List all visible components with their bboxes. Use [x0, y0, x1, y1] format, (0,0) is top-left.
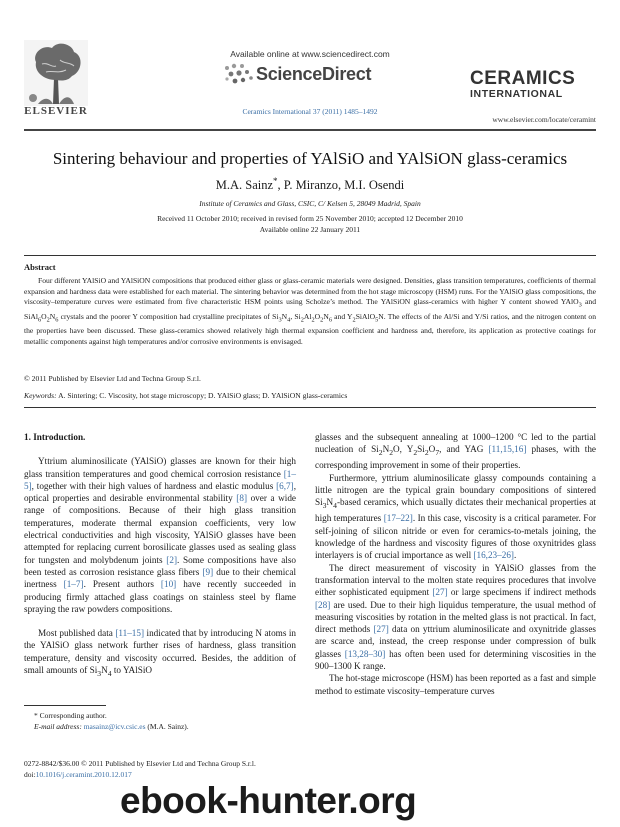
ref-link[interactable]: [6,7] — [276, 480, 294, 491]
sciencedirect-dots-icon — [222, 62, 256, 86]
footnote-divider — [24, 705, 106, 706]
ref-link[interactable]: [16,23–26] — [473, 550, 514, 561]
author-email-link[interactable]: masainz@icv.csic.es — [83, 722, 146, 731]
abstract-heading: Abstract — [24, 262, 56, 272]
doi-line: doi:10.1016/j.ceramint.2010.12.017 — [24, 770, 132, 779]
corresponding-mark[interactable]: * — [273, 176, 278, 186]
title-divider — [24, 255, 596, 256]
email-suffix: (M.A. Sainz). — [145, 722, 189, 731]
author-list — [24, 176, 596, 193]
ref-link[interactable]: [10] — [160, 579, 177, 590]
header-divider — [24, 129, 596, 131]
ref-link[interactable]: [28] — [315, 599, 331, 610]
keywords-line — [24, 391, 347, 400]
author-email-line — [34, 722, 189, 731]
intro-paragraph-5: The hot-stage microscope (HSM) has been reported as a fast and simple method to estimate viscosity–temperature curves — [315, 673, 596, 696]
ref-link[interactable]: [27] — [373, 624, 389, 635]
ref-link[interactable]: [1–5] — [24, 468, 296, 491]
affiliation: Institute of Ceramics and Glass, CSIC, C/ Kelsen 5, 28049 Madrid, Spain — [199, 199, 421, 208]
ref-link[interactable]: [17–22] — [383, 513, 413, 524]
intro-paragraph-4: The direct measurement of viscosity in YAlSiO glasses from the transformation interval to the molten state requires procedures that involve either sophisticated equipment [27] or large specimens if indirect methods [28] are used. Due to their high liquidus temperature, the usual method of measuring viscosities by rotation in the melted glass is not practical. In fact, direct methods [27] data on yttrium aluminosilicate and oxynitride glasses are scarce and, instead, the creep response under compression of bulk glasses [13,28–30] has often been used for determining viscosities in the 900–1300 K range. — [315, 562, 596, 671]
abstract-divider — [24, 407, 596, 408]
available-online-date: Available online 22 January 2011 — [259, 225, 361, 234]
ref-link[interactable]: [13,28–30] — [344, 648, 386, 659]
intro-paragraph-2-continued: glasses and the subsequent annealing at 1000–1200 °C led to the partial nucleation of $Si_2N_2O$, $Y_2Si_2O_7$, and YAG [11,15,16] phases, with the corresponding improvement in some of their properties. — [315, 432, 596, 471]
received-dates: Received 11 October 2010; received in revised form 25 November 2010; accepted 12 December 2010 — [157, 214, 463, 223]
abstract-text: Four different YAlSiO and YAlSiON compositions that produced either glass or glass-ceramic materials were designed. Densities, glass transition temperatures, coefficients of thermal expansion and hardness data were established for each material. The sintering behavior was determined from the hot stage microscopy (HSM) runs. For the YAlSiO glass compositions, the viscosity–temperature curves were estimated from five characteristic HSM points using Scholze’s method. The YAlSiON glass-ceramics with higher Y content showed YAlO$_3$ and $SiAl_6O_2N_6$ crystals and the poorer Y composition had crystalline precipitates of $Si_3N_4$, $Si_2Al_2O_2N_6$ and $Y_2SiAlO_5N$. The effects of the Al/Si and Y/Si ratios, and the nitrogen content on the properties have been discussed. These glass-ceramics showed relatively high thermal expansion coefficient and hardness and, therefore, its application as protective coatings for metallic components against high temperatures and/or corrosive environments is envisaged. — [24, 276, 596, 346]
body-right-column — [315, 431, 596, 697]
ref-link[interactable]: [27] — [432, 587, 448, 598]
keywords-list: A. Sintering; C. Viscosity, hot stage microscopy; D. YAlSiO glass; D. YAlSiON glass-ceramics — [56, 391, 348, 400]
journal-url-link[interactable]: www.elsevier.com/locate/ceramint — [492, 115, 596, 124]
body-left-column — [24, 431, 296, 680]
available-online-notice: Available online at www.sciencedirect.com — [230, 49, 390, 59]
intro-paragraph-2: Most published data [11–15] indicated that by introducing N atoms in the YAlSiO glass network further rises of hardness, glass transition temperature, density and viscosity occurred. Besides, the addition of small amounts of $Si_3N_4$ to YAlSiO — [24, 628, 296, 678]
ref-link[interactable]: [8] — [236, 493, 248, 504]
article-title: Sintering behaviour and properties of YAlSiO and YAlSiON glass-ceramics — [52, 149, 568, 168]
issn-copyright: 0272-8842/$36.00 © 2011 Published by Elsevier Ltd and Techna Group S.r.l. — [24, 759, 256, 768]
author-first: M.A. Sainz — [215, 178, 274, 193]
ref-link[interactable]: [11–15] — [115, 628, 145, 639]
ref-link[interactable]: [11,15,16] — [488, 444, 527, 455]
keywords-label: Keywords: — [24, 391, 57, 400]
ref-link[interactable]: [9] — [202, 566, 214, 577]
ref-link[interactable]: [2] — [166, 554, 178, 565]
author-others: , P. Miranzo, M.I. Osendi — [277, 178, 405, 193]
ref-link[interactable]: [1–7] — [63, 579, 84, 590]
abstract-copyright: © 2011 Published by Elsevier Ltd and Techna Group S.r.l. — [24, 374, 201, 383]
journal-brand-title: CERAMICS — [470, 68, 576, 89]
elsevier-tree-logo — [24, 40, 88, 106]
journal-citation-link[interactable]: Ceramics International 37 (2011) 1485–1492 — [242, 107, 378, 116]
sciencedirect-logo: ScienceDirect — [256, 64, 372, 84]
section-heading-introduction: 1. Introduction. — [24, 432, 86, 442]
intro-paragraph-1: Yttrium aluminosilicate (YAlSiO) glasses are known for their high glass transition temperatures and good chemical corrosion resistance [1–5], together with their high values of hardness and elastic modulus [6,7], optical properties and desirable environmental stability [8] over a wide range of compositions. Because of their high glass transition temperatures, moderate thermal expansion coefficients, very low electrical conductivities and high viscosity, YAlSiO glasses have been attempted for replacing current borosilicate glasses used as sealing glass for tungsten and molybdenum joints [2]. Some compositions have also been tested as corrosion resistance glass fibers [9] due to their chemical inertness [1–7]. Present authors [10] have recently succeeded in producing firmly attached glass coatings on stainless steel by flame spraying the raw powders compositions. — [24, 456, 297, 614]
watermark-text: ebook-hunter.org — [120, 780, 417, 821]
corresponding-author-note: * Corresponding author. — [34, 711, 107, 720]
doi-link[interactable]: 10.1016/j.ceramint.2010.12.017 — [35, 770, 132, 779]
intro-paragraph-3: Furthermore, yttrium aluminosilicate glassy compounds containing a little nitrogen are the typical grain boundary compositions of sintered $Si_3N_4$-based ceramics, which usually dictates their mechanical properties at high temperatures [17–22]. In this case, viscosity is a critical parameter. For self-joining of silicon nitride or even for ceramics-to-metals joining, the knowledge of the hardness and viscosity figures of those oxynitrides glass interlayers is of crucial importance as well [16,23–26]. — [315, 472, 597, 561]
publisher-name: ELSEVIER — [24, 105, 88, 117]
email-label: E-mail address: — [34, 722, 84, 731]
journal-brand-subtitle: INTERNATIONAL — [470, 88, 563, 100]
